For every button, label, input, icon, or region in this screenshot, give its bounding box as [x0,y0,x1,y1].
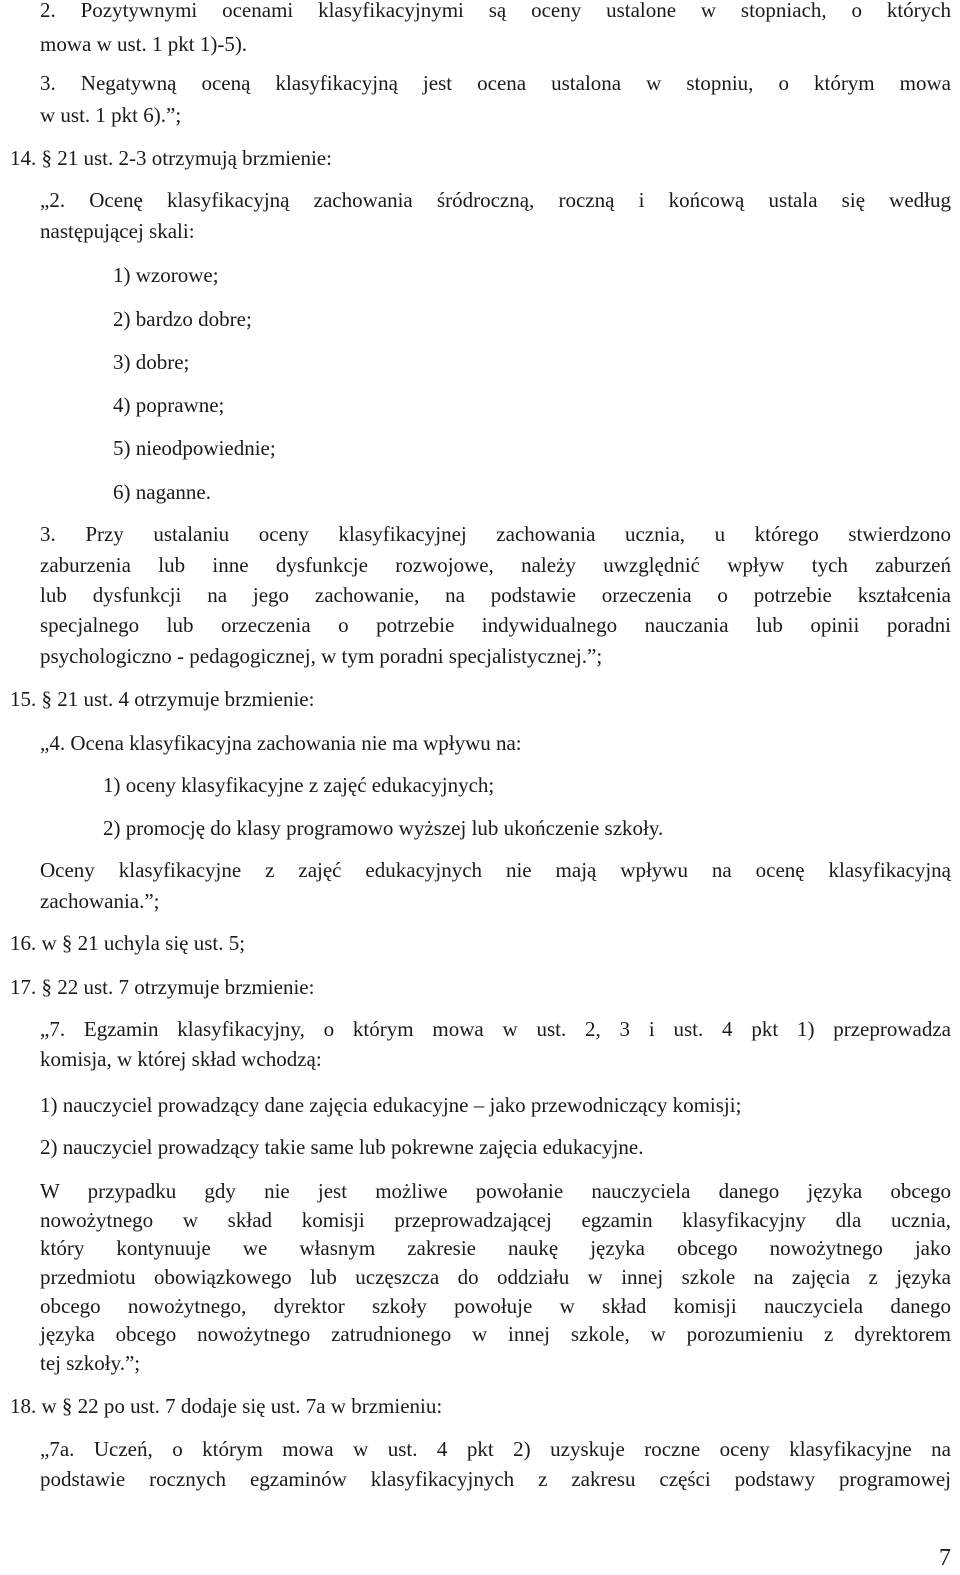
text-line: zaburzenia lub inne dysfunkcje rozwojowe, należy uwzględnić wpływ tych zaburzeń [40,553,951,577]
text-line: obcego nowożytnego, dyrektor szkoły powołuje w skład komisji nauczyciela danego [40,1294,951,1318]
text-line: podstawie rocznych egzaminów klasyfikacyjnych z zakresu części podstawy programowej [40,1467,951,1491]
text-line: lub dysfunkcji na jego zachowanie, na podstawie orzeczenia o potrzebie kształcenia [40,583,951,607]
list-item: 3) dobre; [113,350,190,374]
text-line: w ust. 1 pkt 6).”; [40,103,182,127]
text-line: W przypadku gdy nie jest możliwe powołanie nauczyciela danego języka obcego [40,1179,951,1203]
page-number: 7 [939,1545,951,1571]
section-heading: 15. § 21 ust. 4 otrzymuje brzmienie: [10,687,315,711]
text-line: następującej skali: [40,219,195,243]
section-heading: 18. w § 22 po ust. 7 dodaje się ust. 7a w brzmieniu: [10,1394,443,1418]
section-heading: 14. § 21 ust. 2-3 otrzymują brzmienie: [10,146,332,170]
text-line: przedmiotu obowiązkowego lub uczęszcza do oddziału w innej szkole na zajęcia z języka [40,1265,951,1289]
text-line: języka obcego nowożytnego zatrudnionego w innej szkole, w porozumieniu z dyrektorem [40,1322,951,1346]
text-line: 2. Pozytywnymi ocenami klasyfikacyjnymi są oceny ustalone w stopniach, o których [40,0,951,22]
text-line: zachowania.”; [40,889,160,913]
text-line: 3. Negatywną oceną klasyfikacyjną jest ocena ustalona w stopniu, o którym mowa [40,71,951,95]
list-item: 5) nieodpowiednie; [113,436,276,460]
list-item: 4) poprawne; [113,393,225,417]
text-line: psychologiczno - pedagogicznej, w tym poradni specjalistycznej.”; [40,644,603,668]
text-line: tej szkoły.”; [40,1351,141,1375]
section-heading: 16. w § 21 uchyla się ust. 5; [10,931,246,955]
text-line: 3. Przy ustalaniu oceny klasyfikacyjnej zachowania ucznia, u którego stwierdzono [40,522,951,546]
text-line: „4. Ocena klasyfikacyjna zachowania nie ma wpływu na: [40,731,522,755]
text-line: Oceny klasyfikacyjne z zajęć edukacyjnych nie mają wpływu na ocenę klasyfikacyjną [40,858,951,882]
text-line: specjalnego lub orzeczenia o potrzebie indywidualnego nauczania lub opinii poradni [40,613,951,637]
list-item: 2) promocję do klasy programowo wyższej lub ukończenie szkoły. [103,816,664,840]
text-line: „2. Ocenę klasyfikacyjną zachowania śródroczną, roczną i końcową ustala się według [40,188,951,212]
list-item: 1) oceny klasyfikacyjne z zajęć edukacyjnych; [103,773,495,797]
section-heading: 17. § 22 ust. 7 otrzymuje brzmienie: [10,975,315,999]
text-line: komisja, w której skład wchodzą: [40,1047,322,1071]
list-item: 6) naganne. [113,480,211,504]
text-line: nowożytnego w skład komisji przeprowadzającej egzamin klasyfikacyjny dla ucznia, [40,1208,951,1232]
text-line: „7. Egzamin klasyfikacyjny, o którym mowa w ust. 2, 3 i ust. 4 pkt 1) przeprowadza [40,1017,951,1041]
list-item: 2) nauczyciel prowadzący takie same lub pokrewne zajęcia edukacyjne. [40,1135,644,1159]
list-item: 1) nauczyciel prowadzący dane zajęcia edukacyjne – jako przewodniczący komisji; [40,1093,742,1117]
list-item: 1) wzorowe; [113,263,219,287]
text-line: który kontynuuje we własnym zakresie naukę języka obcego nowożytnego jako [40,1236,951,1260]
text-line: mowa w ust. 1 pkt 1)-5). [40,32,248,56]
text-line: „7a. Uczeń, o którym mowa w ust. 4 pkt 2) uzyskuje roczne oceny klasyfikacyjne na [40,1437,951,1461]
list-item: 2) bardzo dobre; [113,307,252,331]
